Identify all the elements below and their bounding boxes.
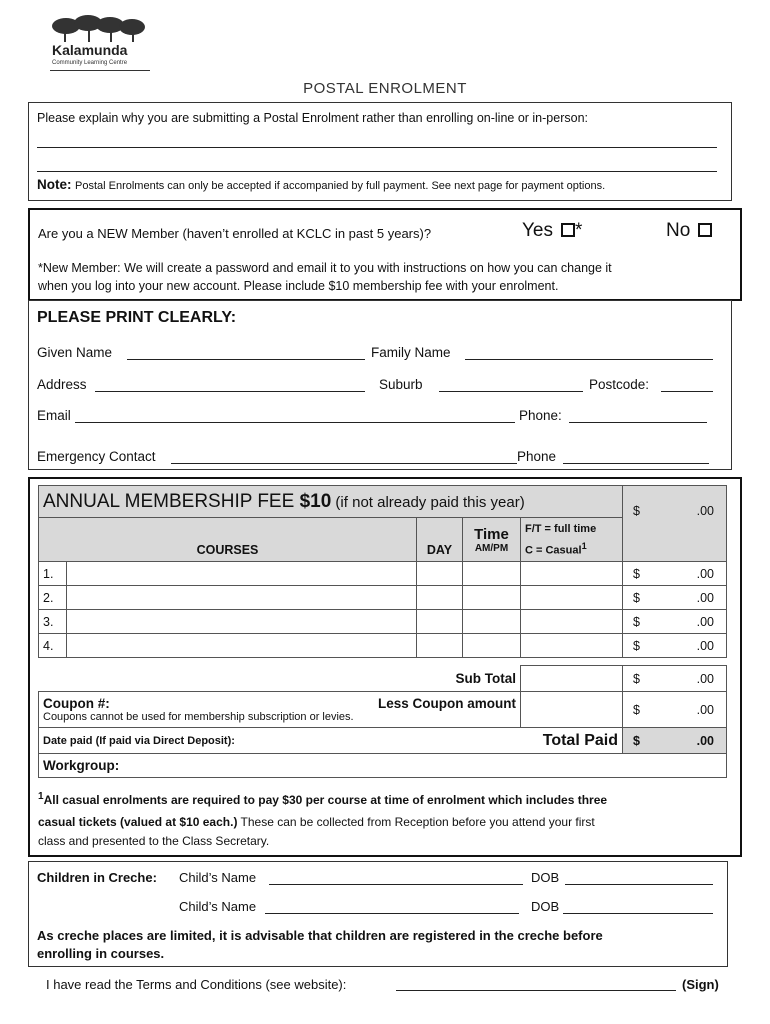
yes-option[interactable] (522, 220, 582, 242)
amount-zero: .00 (696, 614, 714, 629)
membership-suffix: (if not already paid this year) (331, 493, 525, 511)
emergency-contact-label: Emergency Contact (37, 449, 156, 464)
creche-label: Children in Creche: (37, 870, 157, 885)
dob-label-1: DOB (531, 870, 560, 885)
workgroup-label: Workgroup: (43, 758, 120, 773)
creche-section (28, 861, 728, 967)
new-member-section (28, 208, 742, 301)
print-clearly-heading: PLEASE PRINT CLEARLY: (37, 309, 237, 326)
emergency-phone-label: Phone (517, 449, 557, 464)
course-amount-cell[interactable] (623, 586, 727, 610)
emergency-contact-field[interactable] (171, 463, 517, 464)
course-row (39, 610, 727, 634)
kclc-logo (44, 14, 156, 78)
child-name-label-1: Child’s Name (179, 870, 257, 885)
yes-checkbox[interactable] (561, 223, 575, 237)
currency-symbol: $ (633, 733, 640, 748)
course-time-cell[interactable] (463, 562, 521, 586)
reason-line-2[interactable] (37, 171, 717, 172)
membership-amount-cell[interactable] (623, 486, 727, 562)
child-name-field-2[interactable] (265, 913, 519, 914)
note-label: Note: (37, 177, 72, 192)
address-label: Address (37, 377, 87, 392)
course-amount-cell[interactable] (623, 634, 727, 658)
currency-symbol: $ (633, 614, 640, 629)
coupon-amount[interactable] (623, 692, 727, 728)
phone-label: Phone: (519, 408, 562, 423)
no-checkbox[interactable] (698, 223, 712, 237)
postcode-field[interactable] (661, 391, 713, 392)
casual-note-line2-bold: casual tickets (valued at $10 each.) (38, 815, 238, 829)
course-name-cell[interactable] (67, 610, 417, 634)
signature-field[interactable] (396, 990, 676, 991)
ft-header: F/T = full time (525, 522, 597, 535)
course-amount-cell[interactable] (623, 562, 727, 586)
time-header-sub: AM/PM (474, 542, 509, 554)
amount-zero: .00 (696, 702, 714, 717)
course-day-cell[interactable] (417, 586, 463, 610)
phone-field[interactable] (569, 422, 707, 423)
course-row (39, 586, 727, 610)
logo-underline (50, 70, 150, 71)
personal-details-section (28, 300, 732, 470)
fees-section (28, 477, 742, 857)
coupon-label: Coupon #: (43, 696, 110, 711)
coupon-note: Coupons cannot be used for membership subscription or levies. (43, 711, 354, 723)
membership-fee-row (39, 486, 623, 518)
reason-question: Please explain why you are submitting a Postal Enrolment rather than enrolling on-line or in-person: (37, 111, 588, 125)
casual-note-line2 (38, 815, 595, 829)
amount-zero: .00 (696, 671, 714, 686)
course-name-cell[interactable] (67, 562, 417, 586)
family-name-label: Family Name (371, 345, 451, 360)
logo-subtitle: Community Learning Centre (52, 60, 128, 66)
casual-note-sup: 1 (38, 791, 44, 802)
casual-note-line1 (38, 791, 607, 807)
amount-zero: .00 (696, 504, 714, 518)
logo-name: Kalamunda (52, 42, 128, 58)
course-name-cell[interactable] (67, 634, 417, 658)
course-row-number: 2. (39, 586, 67, 610)
course-day-cell[interactable] (417, 634, 463, 658)
amount-zero: .00 (696, 566, 714, 581)
given-name-label: Given Name (37, 345, 113, 360)
casual-note-line1-text: All casual enrolments are required to pay $30 per course at time of enrolment which includes three (43, 793, 608, 807)
child-name-field-1[interactable] (269, 884, 523, 885)
subtotal-label: Sub Total (39, 666, 521, 692)
new-member-question: Are you a NEW Member (haven’t enrolled at KCLC in past 5 years)? (38, 226, 432, 241)
course-day-cell[interactable] (417, 610, 463, 634)
course-type-cell[interactable] (521, 634, 623, 658)
total-paid-label: Total Paid (463, 728, 623, 754)
less-coupon-label: Less Coupon amount (378, 696, 516, 711)
workgroup-cell[interactable] (39, 754, 727, 778)
dob-label-2: DOB (531, 899, 560, 914)
yes-label: Yes (522, 220, 553, 241)
course-row-number: 3. (39, 610, 67, 634)
casual-footnote-ref: 1 (581, 540, 587, 551)
membership-prefix: ANNUAL MEMBERSHIP FEE (43, 490, 300, 512)
amount-zero: .00 (696, 638, 714, 653)
coupon-cell[interactable] (39, 692, 521, 728)
course-type-cell[interactable] (521, 610, 623, 634)
course-row-number: 4. (39, 634, 67, 658)
new-member-info-line2: when you log into your new account. Please include $10 membership fee with your enrolment. (38, 279, 559, 293)
postcode-label: Postcode: (589, 377, 650, 392)
page-title: POSTAL ENROLMENT (303, 80, 467, 97)
course-row-number: 1. (39, 562, 67, 586)
course-type-cell[interactable] (521, 586, 623, 610)
suburb-label: Suburb (379, 377, 423, 392)
dob-field-2[interactable] (563, 913, 713, 914)
address-field[interactable] (95, 391, 365, 392)
time-header (463, 518, 521, 562)
currency-symbol: $ (633, 638, 640, 653)
course-row (39, 634, 727, 658)
currency-symbol: $ (633, 702, 640, 717)
casual-note-line3: class and presented to the Class Secretary. (38, 834, 270, 848)
emergency-phone-field[interactable] (563, 463, 709, 464)
course-name-cell[interactable] (67, 586, 417, 610)
course-day-cell[interactable] (417, 562, 463, 586)
currency-symbol: $ (633, 504, 640, 518)
no-label: No (666, 220, 691, 241)
casual-header: C = Casual (525, 544, 582, 557)
fees-table (38, 485, 727, 778)
email-field[interactable] (75, 422, 515, 423)
suburb-field[interactable] (439, 391, 583, 392)
family-name-field[interactable] (465, 359, 713, 360)
course-row (39, 562, 727, 586)
amount-zero: .00 (696, 590, 714, 605)
currency-symbol: $ (633, 590, 640, 605)
dob-field-1[interactable] (565, 884, 713, 885)
reason-line-1[interactable] (37, 147, 717, 148)
amount-zero: .00 (696, 733, 714, 748)
time-header-label: Time (474, 525, 509, 543)
reason-section (28, 102, 732, 201)
ft-casual-header (521, 518, 623, 562)
membership-amount: $10 (299, 490, 332, 512)
creche-note-line1: As creche places are limited, it is advisable that children are registered in the creche before (37, 928, 603, 943)
no-option[interactable] (666, 220, 712, 242)
course-time-cell[interactable] (463, 634, 521, 658)
note-text: Postal Enrolments can only be accepted if accompanied by full payment. See next page for payment options. (74, 180, 606, 192)
terms-text: I have read the Terms and Conditions (see website): (46, 977, 347, 992)
sign-label: (Sign) (682, 977, 719, 992)
currency-symbol: $ (633, 671, 640, 686)
email-label: Email (37, 408, 71, 423)
course-type-cell[interactable] (521, 562, 623, 586)
day-header: DAY (417, 518, 463, 562)
yes-asterisk: * (575, 220, 583, 241)
creche-note-line2: enrolling in courses. (37, 946, 165, 961)
child-name-label-2: Child’s Name (179, 899, 257, 914)
total-paid-amount[interactable] (623, 728, 727, 754)
new-member-info-line1: *New Member: We will create a password and email it to you with instructions on how you can change it (38, 261, 612, 275)
course-time-cell[interactable] (463, 610, 521, 634)
given-name-field[interactable] (127, 359, 365, 360)
course-amount-cell[interactable] (623, 610, 727, 634)
subtotal-amount[interactable] (623, 666, 727, 692)
casual-note-line2-rest: These can be collected from Reception before you attend your first (237, 815, 595, 829)
date-paid-label[interactable]: Date paid (If paid via Direct Deposit): (39, 728, 463, 754)
currency-symbol: $ (633, 566, 640, 581)
course-time-cell[interactable] (463, 586, 521, 610)
courses-header: COURSES (39, 518, 417, 562)
